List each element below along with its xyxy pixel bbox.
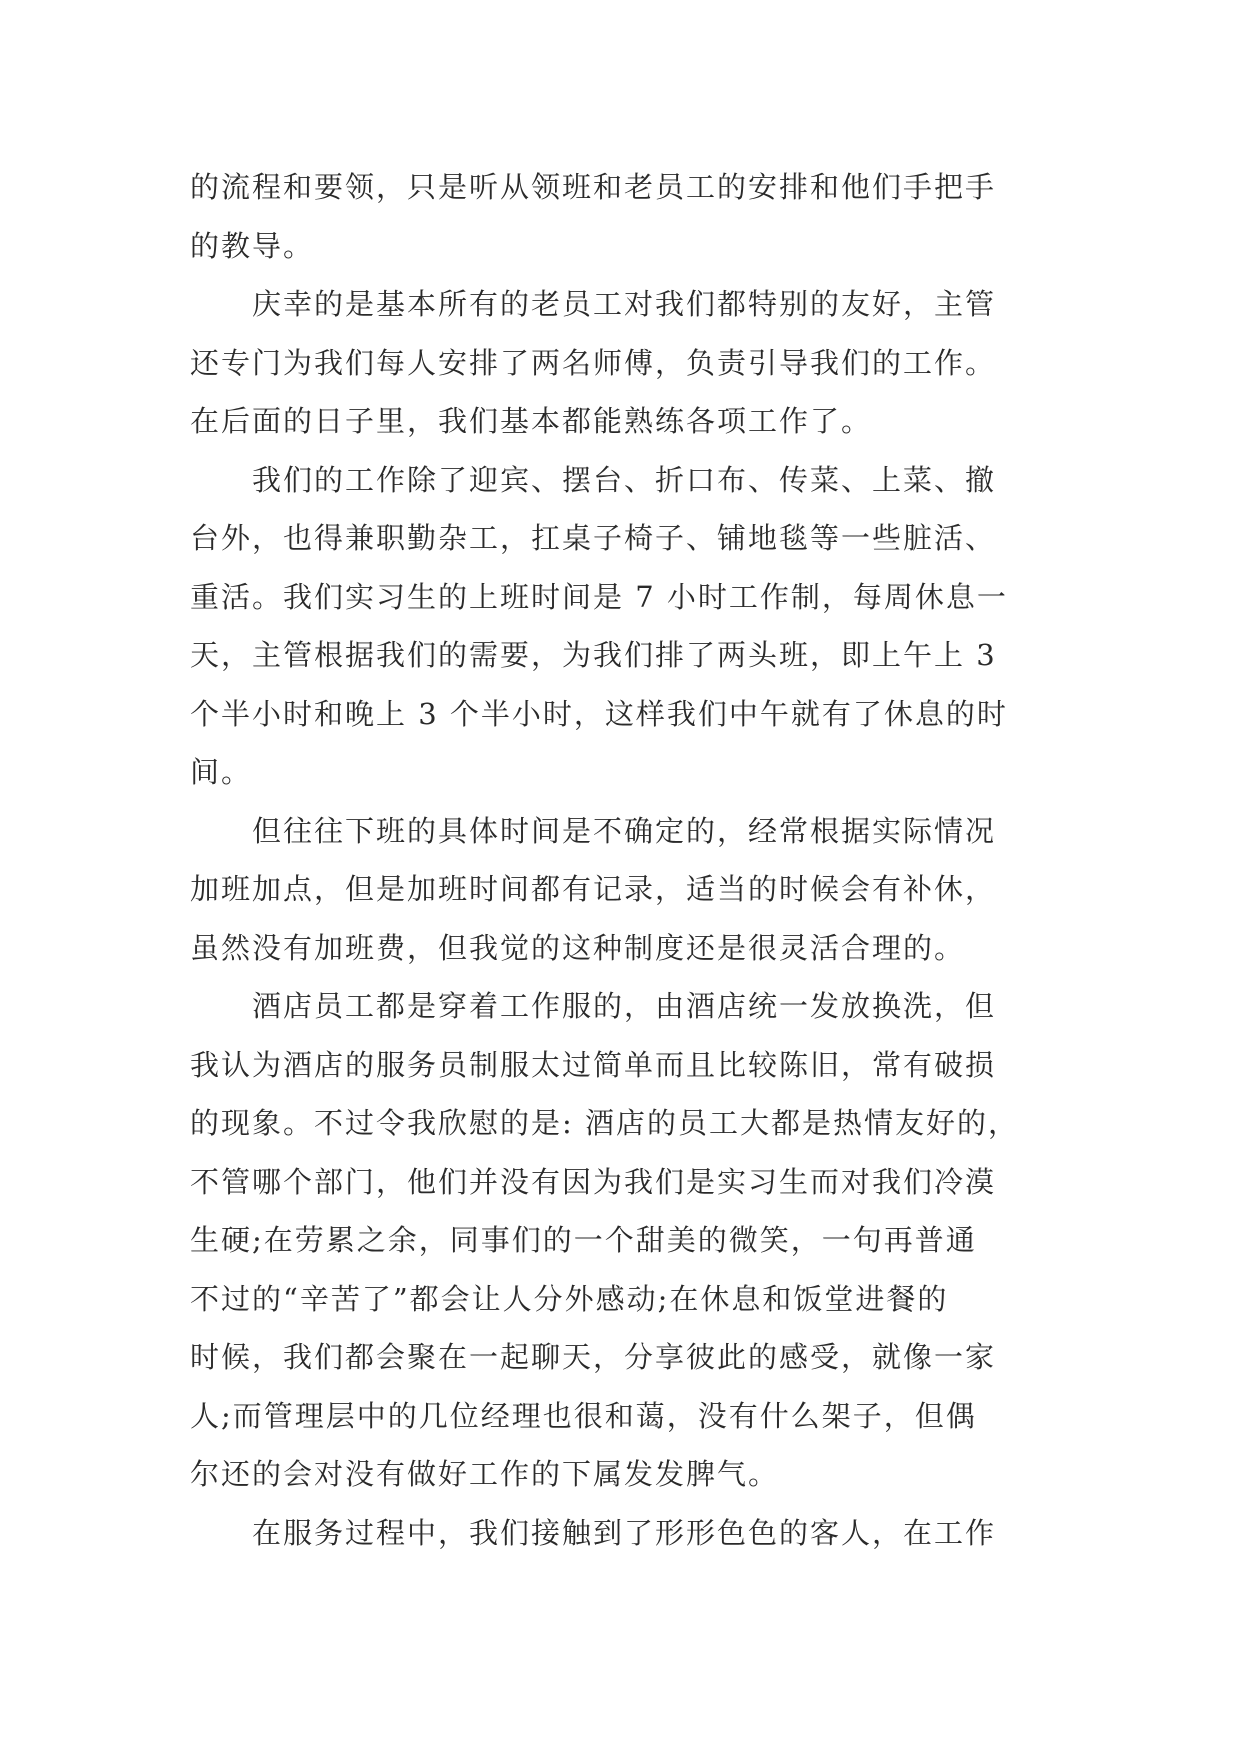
paragraph [190,275,1070,451]
paragraph [190,977,1070,1504]
text-line: 时候，我们都会聚在一起聊天，分享彼此的感受，就像一家 [190,1340,997,1374]
text-line: 个半小时和晚上 3 个半小时，这样我们中午就有了休息的时 [190,696,1008,731]
text-line: 我认为酒店的服务员制服太过简单而且比较陈旧，常有破损 [190,1047,997,1082]
text-line: 重活。我们实习生的上班时间是 7 小时工作制，每周休息一 [190,579,1008,614]
paragraph [190,451,1070,802]
text-line: 庆幸的是基本所有的老员工对我们都特别的友好，主管 [252,287,997,321]
text-line: 还专门为我们每人安排了两名师傅，负责引导我们的工作。 [190,345,997,380]
text-line: 的现象。不过令我欣慰的是: 酒店的员工大都是热情友好的， [190,1106,1019,1140]
text-line: 台外，也得兼职勤杂工，扛桌子椅子、铺地毯等一些脏活、 [190,521,997,555]
text-line: 酒店员工都是穿着工作服的，由酒店统一发放换洗，但 [252,989,997,1023]
text-line: 人;而管理层中的几位经理也很和蔼，没有什么架子，但偶 [190,1398,977,1433]
text-line: 不过的“辛苦了”都会让人分外感动;在休息和饭堂进餐的 [190,1281,949,1316]
text-line: 加班加点，但是加班时间都有记录，适当的时候会有补休， [190,872,997,906]
text-line: 虽然没有加班费，但我觉的这种制度还是很灵活合理的。 [190,930,966,965]
document-body [190,158,1070,1562]
paragraph [190,802,1070,978]
text-line: 的教导。 [190,228,315,263]
text-line: 不管哪个部门，他们并没有因为我们是实习生而对我们冷漠 [190,1164,997,1199]
text-line: 天，主管根据我们的需要，为我们排了两头班，即上午上 3 [190,638,997,672]
text-line: 生硬;在劳累之余，同事们的一个甜美的微笑，一句再普通 [190,1223,977,1257]
text-line: 但往往下班的具体时间是不确定的，经常根据实际情况 [252,813,997,848]
text-line: 间。 [190,755,253,789]
text-line: 在后面的日子里，我们基本都能熟练各项工作了。 [190,404,873,438]
text-line: 我们的工作除了迎宾、摆台、折口布、传菜、上菜、撤 [252,462,997,497]
text-line: 的流程和要领，只是听从领班和老员工的安排和他们手把手 [190,170,997,204]
text-line: 在服务过程中，我们接触到了形形色色的客人，在工作 [252,1515,997,1550]
paragraph [190,1504,1070,1563]
paragraph [190,158,1070,275]
text-line: 尔还的会对没有做好工作的下属发发脾气。 [190,1457,780,1491]
